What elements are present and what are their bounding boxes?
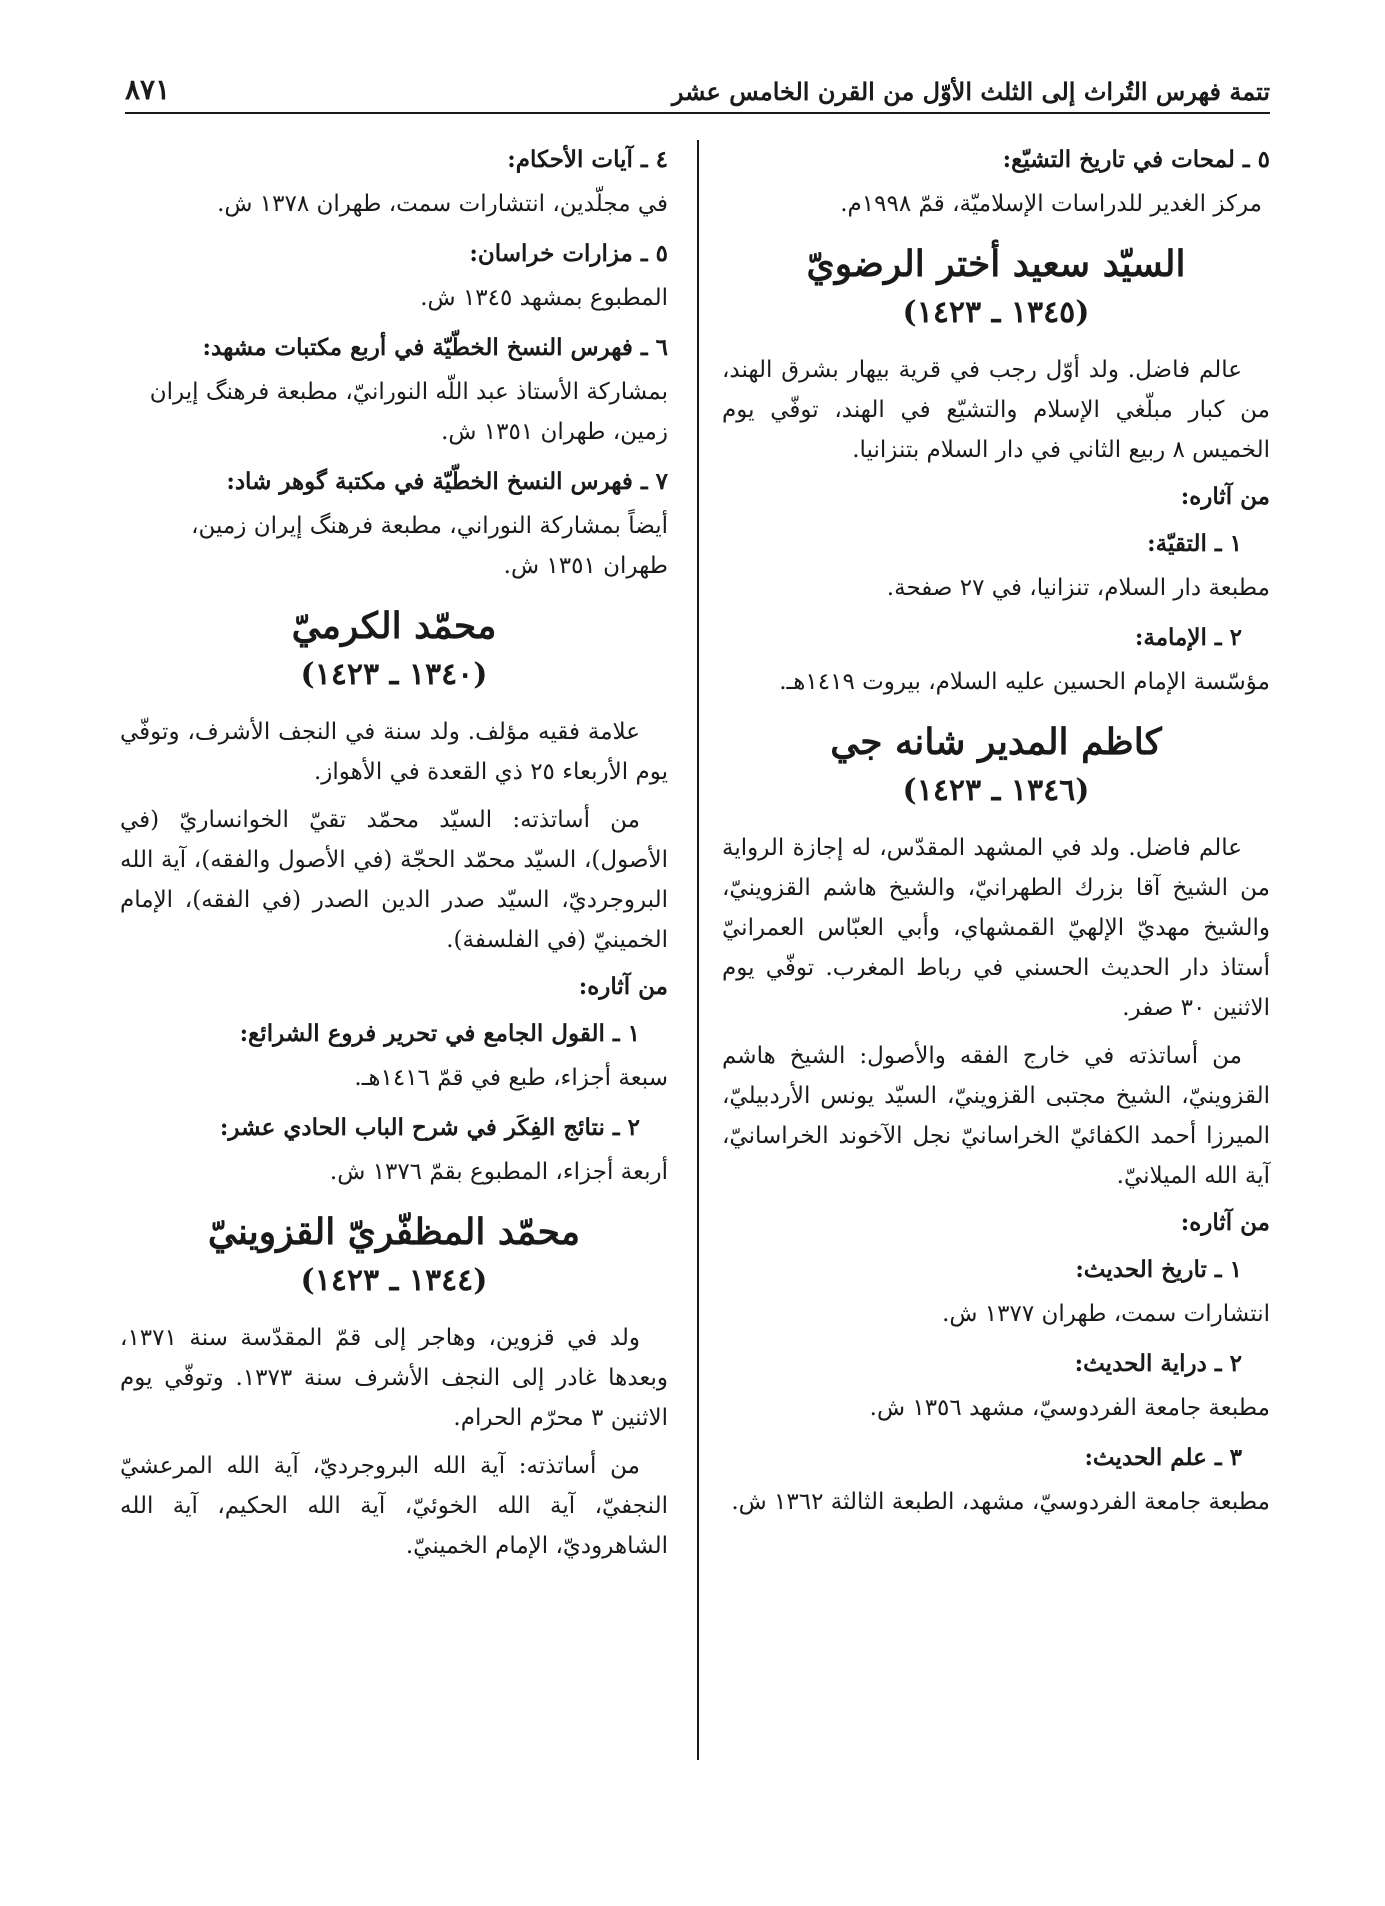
person-bio: عالم فاضل. ولد في المشهد المقدّس، له إجازة الرواية من الشيخ آقا بزرك الطهرانيّ، والشيخ هاشم القزوينيّ، والشيخ مهديّ الإلهيّ القمشهاي، وأبي العبّاس العمرانيّ أستاذ دار الحديث الحسني في رباط المغرب. توفّي يوم الاثنين ٣٠ صفر. xyxy=(722,835,1270,1021)
work-publication: انتشارات سمت، طهران ١٣٧٧ ش. xyxy=(942,1301,1270,1327)
works-label: من آثاره: xyxy=(1180,1209,1270,1236)
work-publication: مطبعة جامعة الفردوسيّ، مشهد، الطبعة الثالثة ١٣٦٢ ش. xyxy=(731,1489,1270,1515)
person-bio: علامة فقيه مؤلف. ولد سنة في النجف الأشرف، وتوفّي يوم الأربعاء ٢٥ ذي القعدة في الأهواز. xyxy=(120,719,668,785)
person-dates: (١٣٤٠ ـ ١٤٢٣) xyxy=(300,657,488,692)
left-column xyxy=(120,140,668,1574)
person-teachers: من أساتذته: السيّد محمّد تقيّ الخوانساريّ (في الأصول)، السيّد محمّد الحجّة (في الأصول والفقه)، آية الله البروجرديّ، السيّد صدر الدين الصدر (في الفقه)، الإمام الخمينيّ (في الفلسفة). xyxy=(120,807,668,953)
right-column xyxy=(722,140,1270,1532)
column-divider xyxy=(697,140,699,1760)
person-dates: (١٣٤٤ ـ ١٤٢٣) xyxy=(300,1263,488,1298)
person-bio: ولد في قزوين، وهاجر إلى قمّ المقدّسة سنة ١٣٧١، وبعدها غادر إلى النجف الأشرف سنة ١٣٧٣. وتوفّي يوم الاثنين ٣ محرّم الحرام. xyxy=(120,1325,668,1431)
work-title: ٢ ـ دراية الحديث: xyxy=(1074,1350,1242,1377)
person-name: محمّد الكرميّ xyxy=(291,605,497,647)
work-title: ١ ـ تاريخ الحديث: xyxy=(1075,1256,1242,1283)
work-publication: بمشاركة الأستاذ عبد اللّه النورانيّ، مطبعة فرهنگ إيران زمين، طهران ١٣٥١ ش. xyxy=(149,379,668,445)
person-bio: عالم فاضل. ولد أوّل رجب في قرية بيهار بشرق الهند، من كبار مبلّغي الإسلام والتشيّع في الهند، توفّي يوم الخميس ٨ ربيع الثاني في دار السلام بتنزانيا. xyxy=(722,357,1270,463)
item-body: مركز الغدير للدراسات الإسلاميّة، قمّ ١٩٩٨م. xyxy=(840,191,1262,217)
work-publication: مطبعة جامعة الفردوسيّ، مشهد ١٣٥٦ ش. xyxy=(869,1395,1270,1421)
work-title: ٢ ـ نتائج الفِكَر في شرح الباب الحادي عشر: xyxy=(219,1114,640,1141)
work-publication: أربعة أجزاء، المطبوع بقمّ ١٣٧٦ ش. xyxy=(329,1159,668,1185)
work-publication: المطبوع بمشهد ١٣٤٥ ش. xyxy=(420,285,668,311)
work-publication: في مجلّدين، انتشارات سمت، طهران ١٣٧٨ ش. xyxy=(217,191,668,217)
person-name: محمّد المظفّريّ القزوينيّ xyxy=(207,1211,581,1253)
works-label: من آثاره: xyxy=(578,973,668,1000)
work-publication: مؤسّسة الإمام الحسين عليه السلام، بيروت ١٤١٩هـ. xyxy=(779,669,1270,695)
item-heading: ٦ ـ فهرس النسخ الخطّيّة في أربع مكتبات مشهد: xyxy=(202,334,668,361)
item-heading: ٧ ـ فهرس النسخ الخطّيّة في مكتبة گوهر شاد: xyxy=(226,468,668,495)
person-name: كاظم المدير شانه جي xyxy=(830,721,1162,763)
header-title: تتمة فهرس التُراث إلى الثلث الأوّل من القرن الخامس عشر xyxy=(671,77,1270,106)
work-publication: أيضاً بمشاركة النوراني، مطبعة فرهنگ إيران زمين، طهران ١٣٥١ ش. xyxy=(191,513,668,579)
work-publication: مطبعة دار السلام، تنزانيا، في ٢٧ صفحة. xyxy=(886,575,1270,601)
work-publication: سبعة أجزاء، طبع في قمّ ١٤١٦هـ. xyxy=(354,1065,668,1091)
item-heading: ٥ ـ مزارات خراسان: xyxy=(469,240,668,267)
person-dates: (١٣٤٦ ـ ١٤٢٣) xyxy=(902,773,1090,808)
work-title: ٢ ـ الإمامة: xyxy=(1134,624,1242,651)
person-name: السيّد سعيد أختر الرضويّ xyxy=(806,243,1186,285)
person-dates: (١٣٤٥ ـ ١٤٢٣) xyxy=(902,295,1090,330)
item-heading: ٥ ـ لمحات في تاريخ التشيّع: xyxy=(1002,146,1270,173)
person-teachers: من أساتذته: آية الله البروجرديّ، آية الله المرعشيّ النجفيّ، آية الله الخوئيّ، آية الله الحكيم، آية الله الشاهروديّ، الإمام الخمينيّ. xyxy=(120,1453,668,1559)
work-title: ٣ ـ علم الحديث: xyxy=(1084,1444,1242,1471)
works-label: من آثاره: xyxy=(1180,483,1270,510)
running-header xyxy=(125,70,1270,114)
work-title: ١ ـ التقيّة: xyxy=(1147,530,1242,557)
page-number: ٨٧١ xyxy=(125,73,171,106)
work-title: ١ ـ القول الجامع في تحرير فروع الشرائع: xyxy=(239,1020,640,1047)
item-heading: ٤ ـ آيات الأحكام: xyxy=(507,146,668,173)
person-teachers: من أساتذته في خارج الفقه والأصول: الشيخ هاشم القزوينيّ، الشيخ مجتبى القزوينيّ، السيّد يونس الأردبيليّ، الميرزا أحمد الكفائيّ الخراسانيّ نجل الآخوند الخراسانيّ، آية الله الميلانيّ. xyxy=(722,1043,1270,1189)
